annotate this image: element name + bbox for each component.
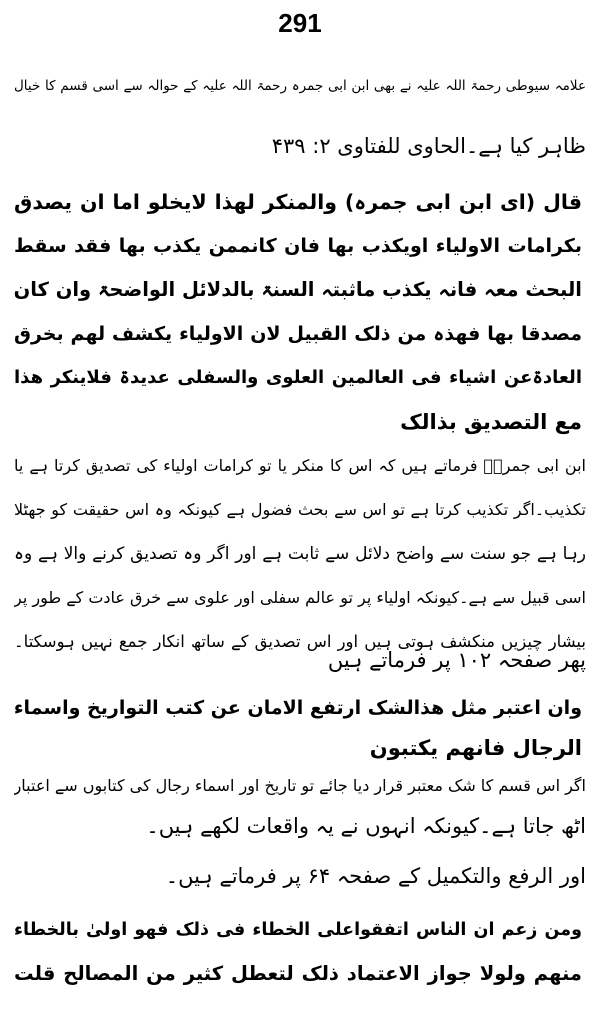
translation-line: رہا ہے جو سنت سے واضح دلائل سے ثابت ہے اور اگر وہ تصدیق کرنے والا ہے وہ — [14, 544, 586, 564]
reference-3 — [14, 856, 586, 896]
translation-line: تکذیب۔اگر تکذیب کرتا ہے تو اس سے بحث فضول ہے کیونکہ وہ اس حقیقت کو جھٹلا — [14, 500, 586, 519]
reference-2 — [14, 640, 586, 680]
arabic-quote-2 — [14, 688, 582, 768]
translation-line: بیشار چیزیں منکشف ہوتی ہیں اور اس تصدیق کے ساتھ انکار جمع نہیں ہوسکتا۔ — [14, 632, 586, 651]
arabic-line: مع التصدیق بذالک — [400, 410, 582, 434]
reference-line: پھر صفحہ ۱۰۲ پر فرماتے ہیں — [327, 648, 586, 672]
arabic-line: قال (ای ابن ابی جمرہ) والمنکر لھذا لایخلو اما ان یصدق — [14, 190, 582, 214]
arabic-line: ومن زعم ان الناس اتفقواعلی الخطاء فی ذلک فھو اولیٰ بالخطاء — [14, 920, 582, 940]
intro-line: ظاہر کیا ہے۔الحاوی للفتاوی ۲: ۴۳۹ — [271, 134, 586, 158]
arabic-line: وان اعتبر مثل ھذالشک ارتفع الامان عن کتب التواریخ واسماء — [14, 697, 582, 719]
translation-line: اسی قبیل سے ہے۔کیونکہ اولیاء پر تو عالم سفلی اور علوی سے خرق عادت کے طور پر — [14, 588, 586, 607]
arabic-line: الرجال فانھم یکتبون — [369, 736, 582, 760]
urdu-translation-2 — [14, 766, 586, 846]
page-number: 291 — [278, 8, 322, 38]
translation-line: اٹھ جاتا ہے۔کیونکہ انہوں نے یہ واقعات لکھے ہیں۔ — [146, 814, 586, 838]
intro-line: علامہ سیوطی رحمۃ اللہ علیہ نے بھی ابن ابی جمرہ رحمۃ اللہ علیہ کے حوالہ سے اسی قسم کا خیال — [14, 78, 586, 94]
arabic-quote-1 — [14, 180, 582, 444]
arabic-line: بکرامات الاولیاء اویکذب بھا فان کانممن یکذب بھا فقد سقط — [14, 235, 582, 257]
intro-paragraph — [14, 56, 586, 176]
arabic-line: العادۃعن اشیاء فی العالمین العلوی والسفلی عدیدۃ فلاینکر ھذا — [14, 367, 582, 388]
translation-line: ابن ابی جمرہؒ فرماتے ہیں کہ اس کا منکر یا تو کرامات اولیاء کی تصدیق کرتا ہے یا — [14, 456, 586, 475]
arabic-quote-3 — [14, 908, 582, 996]
reference-line: اور الرفع والتکمیل کے صفحہ ۶۴ پر فرماتے ہیں۔ — [165, 864, 586, 888]
urdu-translation-1 — [14, 444, 586, 664]
arabic-line: منھم ولولا جواز الاعتماد ذلک لتعطل کثیر من المصالح قلت — [14, 962, 582, 985]
translation-line: اگر اس قسم کا شک معتبر قرار دیا جائے تو تاریخ اور اسماء رجال کی کتابوں سے اعتبار — [14, 776, 586, 795]
arabic-line: البحث معہ فانہ یکذب ماثبتہ السنۃ بالدلائل الواضحۃ وان کان — [14, 278, 582, 301]
arabic-line: مصدقا بھا فھذہ من ذلک القبیل لان الاولیاء یکشف لھم بخرق — [14, 323, 582, 345]
